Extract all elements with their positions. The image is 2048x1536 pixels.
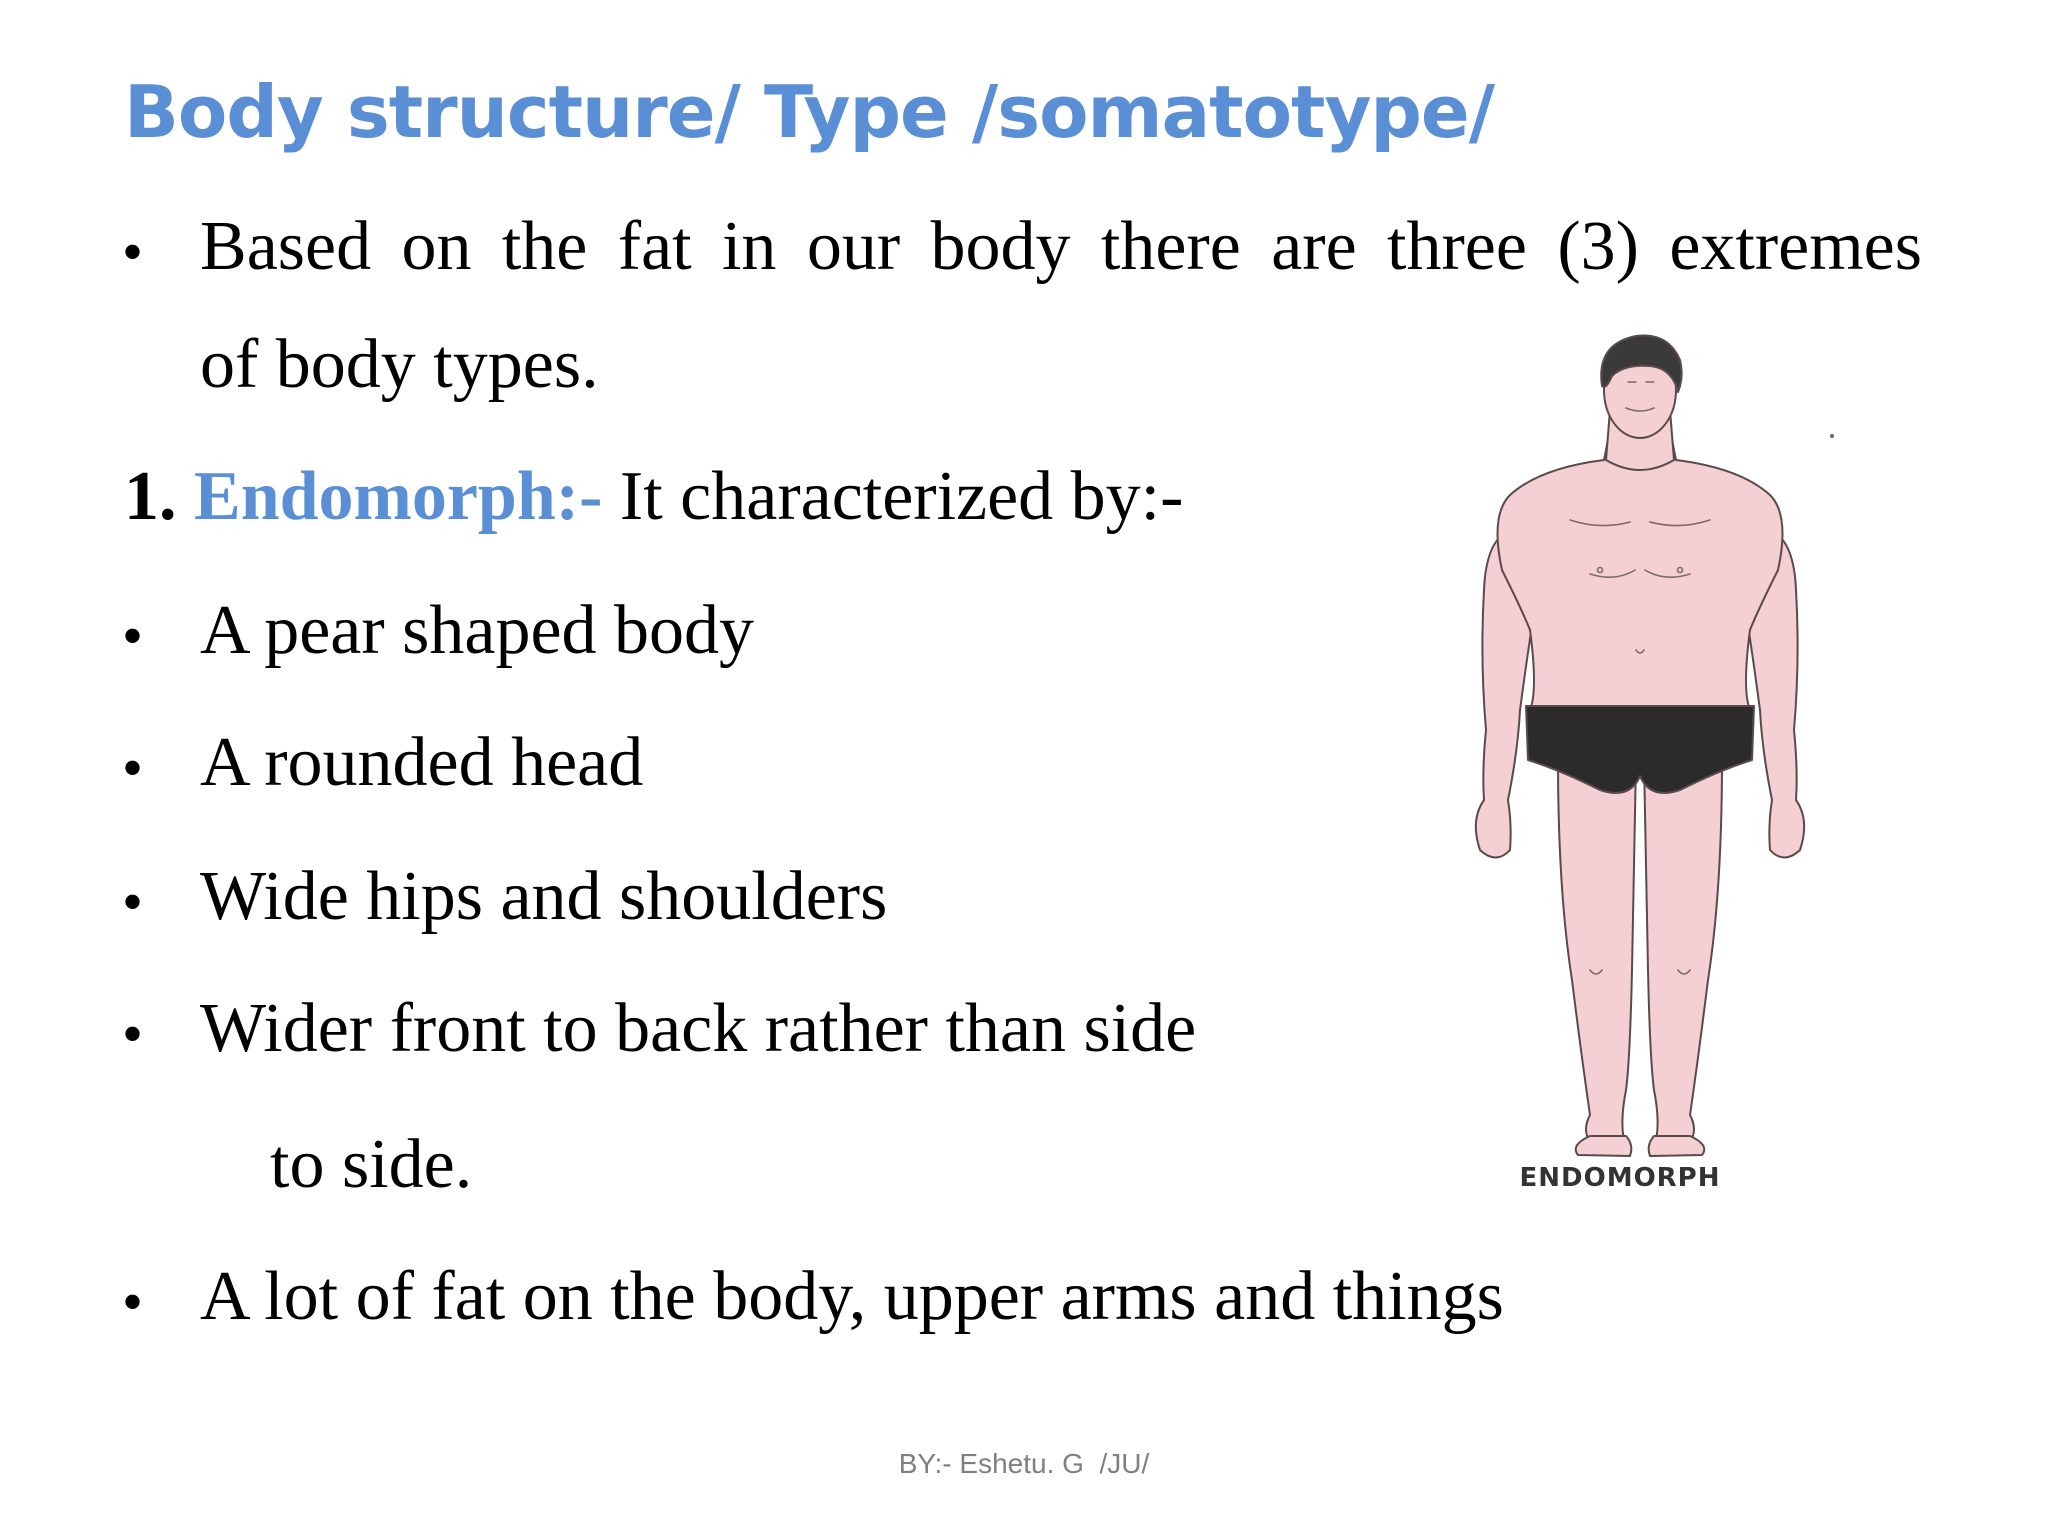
slide-title: Body structure/ Type /somatotype/: [124, 70, 1495, 154]
intro-line-1: [200, 208, 1922, 285]
bullet-item-2: A rounded head: [200, 724, 644, 801]
left-leg: [1558, 760, 1636, 1142]
intro-line-2: of body types.: [200, 326, 599, 403]
bullet-item-4: Wider front to back rather than side: [200, 990, 1197, 1067]
right-leg: [1644, 760, 1722, 1142]
figure-caption: ENDOMORPH: [1519, 1163, 1721, 1193]
torso: [1498, 440, 1783, 710]
bullet-symbol: •: [122, 869, 144, 935]
bullet-item-4-continuation: to side.: [270, 1126, 473, 1203]
bullet-symbol: •: [122, 603, 144, 669]
endomorph-term: Endomorph:-: [194, 458, 603, 535]
bullet-symbol: •: [122, 735, 144, 801]
bullet-item-3: Wide hips and shoulders: [200, 858, 888, 935]
left-foot: [1576, 1136, 1632, 1156]
intro-text-1: Based on the fat in our body there are three (3) extremes: [200, 208, 1922, 285]
bullet-item-5: A lot of fat on the body, upper arms and things: [200, 1258, 1504, 1335]
bullet-item-1: A pear shaped body: [200, 592, 755, 669]
slide-footer: BY:- Eshetu. G /JU/: [898, 1448, 1150, 1479]
endomorph-description: It characterized by:-: [602, 458, 1184, 535]
right-foot: [1649, 1136, 1705, 1156]
item-number: 1.: [124, 458, 177, 535]
endomorph-illustration: [1440, 330, 1840, 1210]
speck-mark: [1830, 434, 1834, 438]
bullet-symbol: •: [122, 1269, 144, 1335]
endomorph-heading: [124, 458, 1184, 535]
bullet-symbol: •: [122, 1001, 144, 1067]
bullet-symbol: •: [122, 219, 144, 285]
